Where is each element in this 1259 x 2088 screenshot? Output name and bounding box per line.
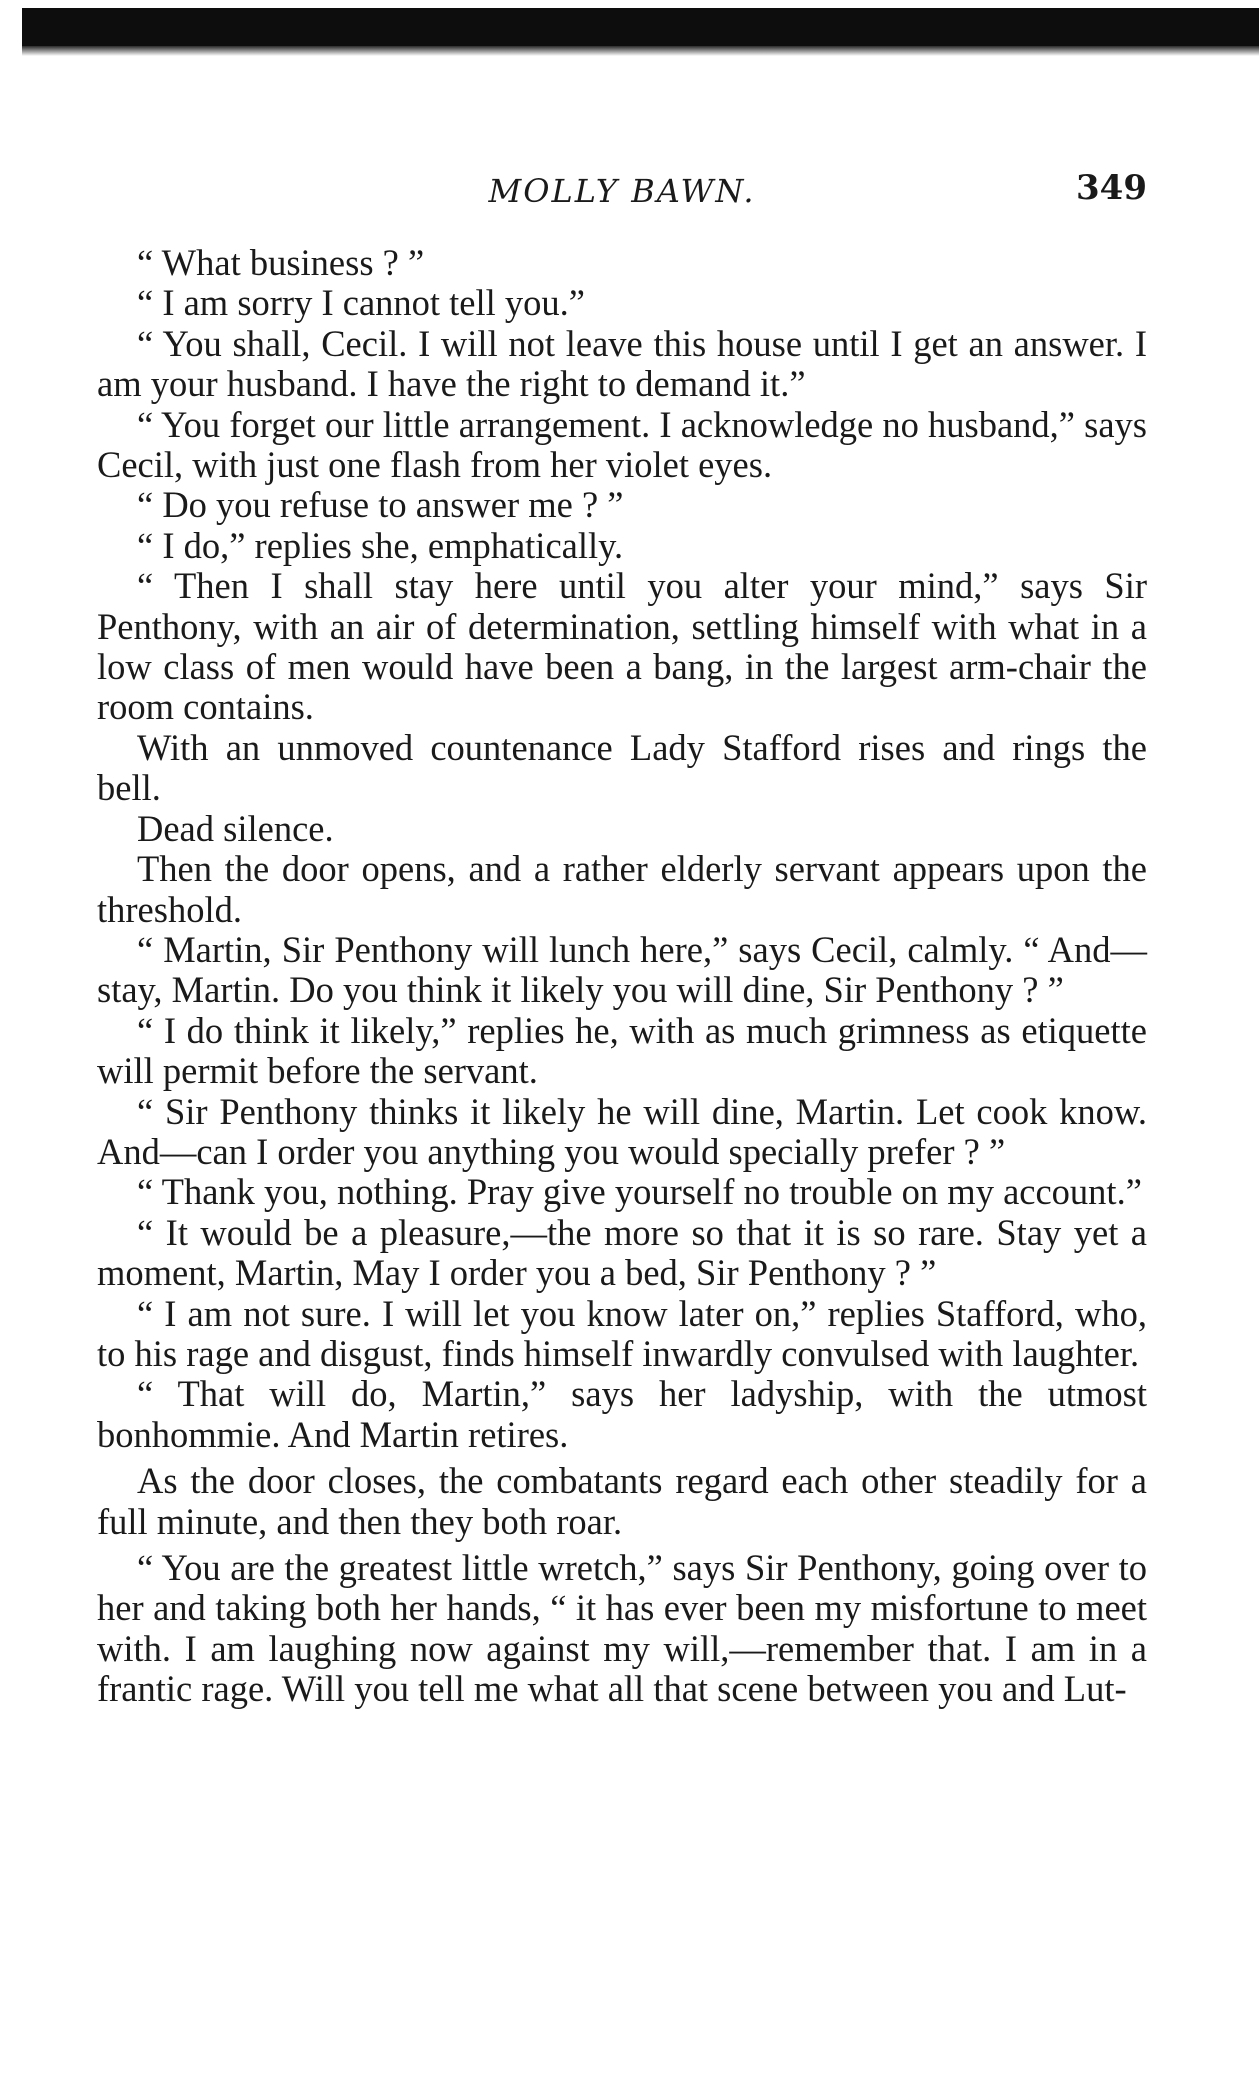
paragraph: “ Do you refuse to answer me ? ” <box>137 484 624 526</box>
paragraph: “ What business ? ” <box>137 242 425 283</box>
paragraph: “ You forget our little arrangement. I acknowledge no husband,” says Cecil, with just one flash from her violet eyes. <box>97 403 1147 486</box>
paragraph: “ Sir Penthony thinks it likely he will dine, Martin. Let cook know. And—can I order you anything you would specially prefer ? ” <box>97 1090 1147 1172</box>
paragraph: “ I am sorry I cannot tell you.” <box>137 282 585 324</box>
paragraph: “ Thank you, nothing. Pray give yourself no trouble on my account.” <box>137 1171 1142 1213</box>
paragraph: “ It would be a pleasure,—the more so that it is so rare. Stay yet a moment, Martin, May I order you a bed, Sir Penthony ? ” <box>97 1211 1147 1294</box>
paragraph: “ You shall, Cecil. I will not leave this house until I get an answer. I am your husband. I have the right to demand it.” <box>97 322 1147 405</box>
paragraph: “ That will do, Martin,” says her ladyship, with the utmost bonhommie. And Martin retires. <box>97 1373 1147 1455</box>
paragraph: With an unmoved countenance Lady Stafford rises and rings the bell. <box>97 726 1147 809</box>
paragraph: Then the door opens, and a rather elderly servant appears upon the threshold. <box>97 848 1147 930</box>
paragraph: “ You are the greatest little wretch,” says Sir Penthony, going over to her and taking both her hands, “ it has ever been my misfortune to meet with. I am laughing now against my will,—remember that. I am in a frantic rage. Will you tell me what all that scene between you and Lut- <box>97 1547 1147 1710</box>
body-text <box>97 242 1147 1710</box>
scan-top-edge-fade <box>22 46 1259 56</box>
paragraph: “ I am not sure. I will let you know later on,” replies Stafford, who, to his rage and disgust, finds himself inwardly convulsed with laughter. <box>97 1292 1147 1374</box>
paragraph: “ Then I shall stay here until you alter your mind,” says Sir Penthony, with an air of determination, settling himself with what in a low class of men would have been a bang, in the largest arm-chair the room contains. <box>97 565 1147 728</box>
running-title: MOLLY BAWN. <box>488 172 756 210</box>
paragraph: As the door closes, the combatants regard each other steadily for a full minute, and then they both roar. <box>97 1460 1147 1542</box>
paragraph: “ I do,” replies she, emphatically. <box>137 524 624 566</box>
paragraph: “ I do think it likely,” replies he, with as much grimness as etiquette will permit before the servant. <box>97 1009 1147 1092</box>
scan-top-edge <box>22 8 1259 50</box>
paragraph: Dead silence. <box>137 807 334 849</box>
paragraph: “ Martin, Sir Penthony will lunch here,” says Cecil, calmly. “ And—stay, Martin. Do you think it likely you will dine, Sir Penthony ? ” <box>97 928 1147 1011</box>
page-header <box>97 168 1147 208</box>
page-number: 349 <box>1076 168 1147 208</box>
